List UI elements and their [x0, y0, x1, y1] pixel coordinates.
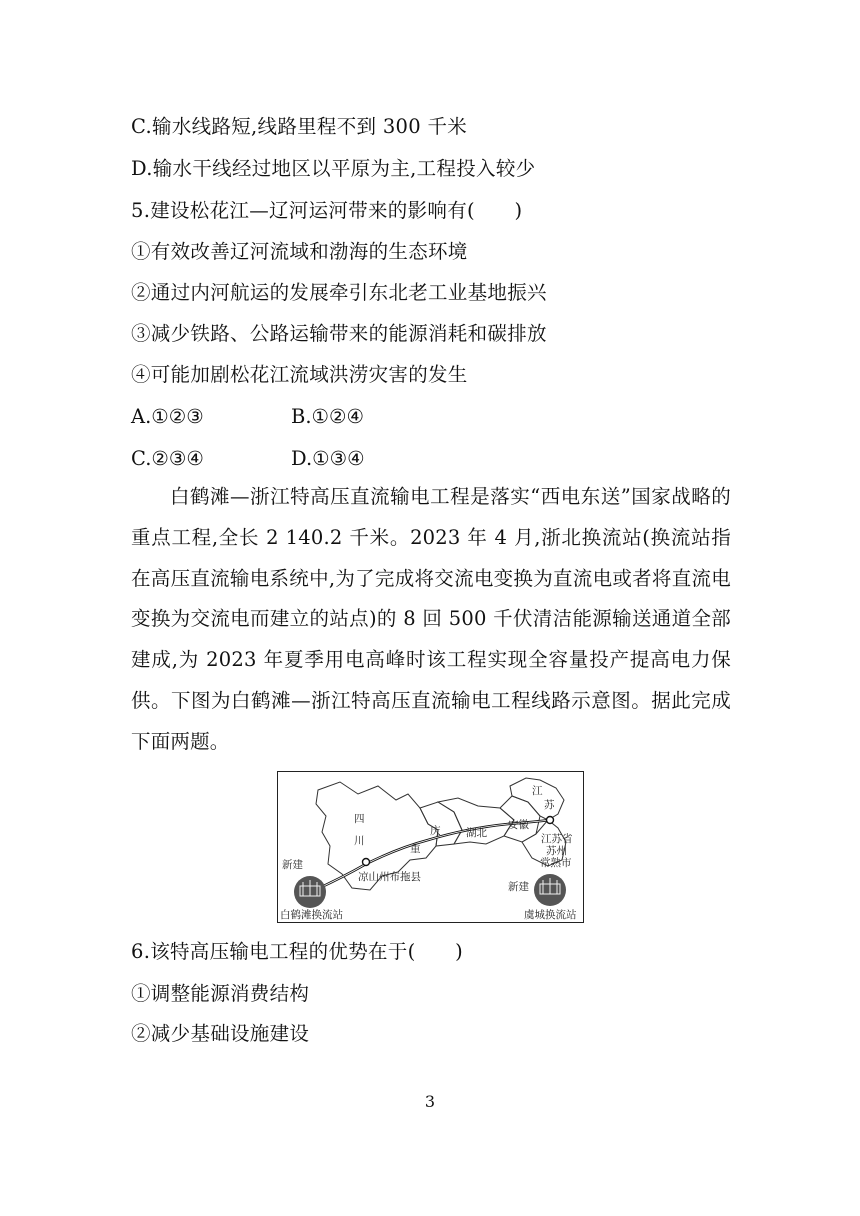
- label-jiangsu-2: 苏: [544, 799, 555, 811]
- label-sichuan-2: 川: [354, 835, 365, 847]
- label-sichuan-1: 四: [354, 813, 365, 825]
- label-anhui: 安徽: [508, 819, 529, 831]
- statement-5-2: ②通过内河航运的发展牵引东北老工业基地振兴: [131, 281, 547, 304]
- statement-5-3: ③减少铁路、公路运输带来的能源消耗和碳排放: [131, 322, 547, 345]
- butuo-county-marker: [363, 859, 370, 866]
- yucheng-station-icon: [534, 874, 566, 906]
- option-d-q5: D.①③④: [291, 447, 365, 470]
- label-jiangsu-province: 江苏省: [541, 833, 573, 845]
- option-b-q5: B.①②④: [291, 405, 364, 428]
- baihetan-station-icon: [294, 876, 326, 908]
- statement-6-2: ②减少基础设施建设: [131, 1022, 310, 1045]
- option-a-q5: A.①②③: [131, 405, 204, 428]
- label-hubei: 湖北: [466, 827, 487, 839]
- label-yucheng-station: 虞城换流站: [524, 909, 577, 921]
- statement-6-1: ①调整能源消费结构: [131, 982, 310, 1005]
- transmission-line-map: [277, 771, 584, 923]
- question-5: 5.建设松花江—辽河运河带来的影响有( ): [131, 199, 523, 222]
- map-drawing: [278, 772, 583, 922]
- label-chongqing-2: 重: [410, 843, 421, 855]
- label-chongqing: 庆: [430, 825, 441, 837]
- question-6: 6.该特高压输电工程的优势在于( ): [131, 940, 464, 963]
- passage-paragraph: 白鹤滩—浙江特高压直流输电工程是落实“西电东送”国家战略的重点工程,全长 2 140.2 千米。2023 年 4 月,浙北换流站(换流站指在高压直流输电系统中,为了完成将交流电变换为直流电或者将直流电变换为交流电而建立的站点)的 8 回 500 千伏清洁能源输送通道全部建成,为 2023 年夏季用电高峰时该工程实现全容量投产提高电力保供。下图为白鹤滩—浙江特高压直流输电工程线路示意图。据此完成下面两题。: [131, 485, 731, 753]
- label-new-right: 新建: [508, 881, 529, 893]
- label-new-left: 新建: [282, 859, 303, 871]
- label-suzhou: 苏州: [546, 845, 567, 857]
- label-liangshan: 凉山州布拖县: [358, 871, 421, 883]
- option-c-q5: C.②③④: [131, 447, 204, 470]
- label-changshu: 常熟市: [540, 857, 572, 869]
- option-d-q4: D.输水干线经过地区以平原为主,工程投入较少: [131, 157, 536, 180]
- statement-5-1: ①有效改善辽河流域和渤海的生态环境: [131, 240, 468, 263]
- option-c-q4: C.输水线路短,线路里程不到 300 千米: [131, 115, 468, 138]
- page-number: 3: [424, 1092, 436, 1111]
- label-jiangsu-1: 江: [532, 785, 543, 797]
- statement-5-4: ④可能加剧松花江流域洪涝灾害的发生: [131, 363, 468, 386]
- changshu-marker: [547, 817, 554, 824]
- label-baihetan-station: 白鹤滩换流站: [280, 909, 343, 921]
